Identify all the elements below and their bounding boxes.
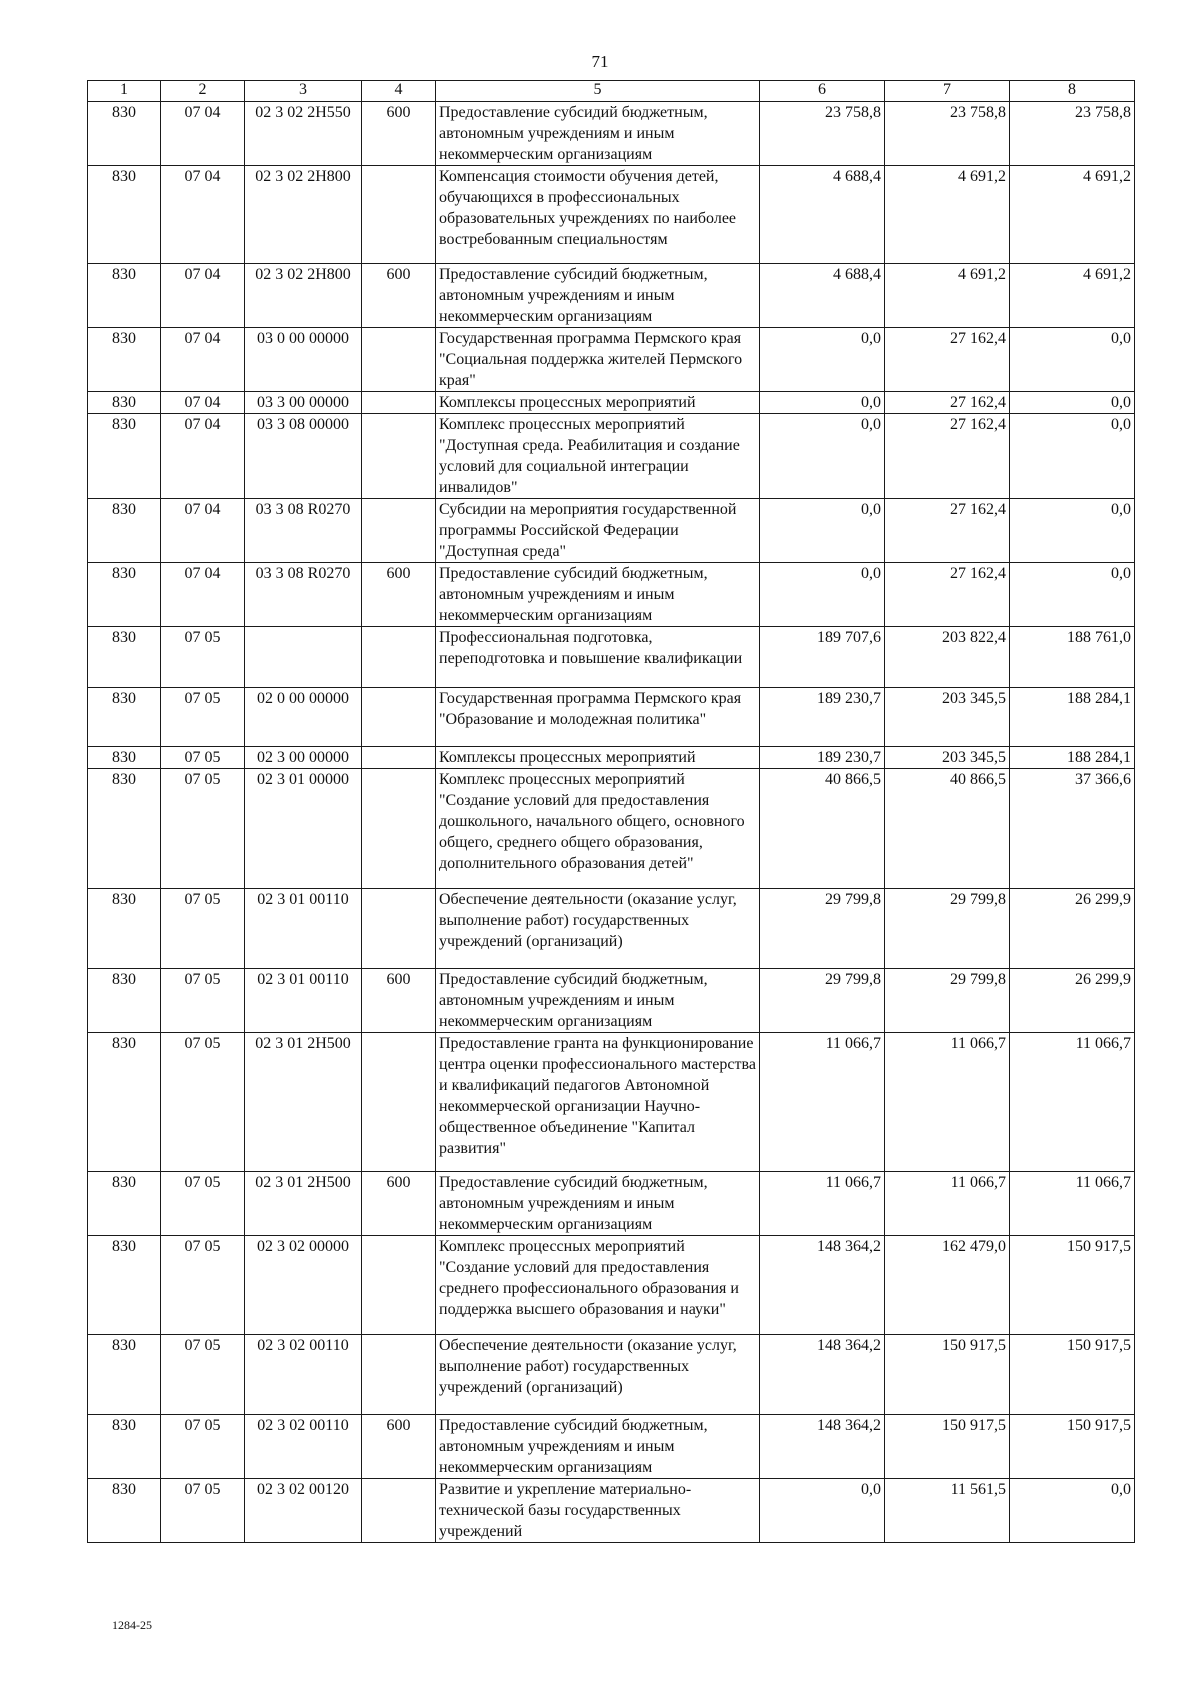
amount-col8-cell: 0,0 <box>1010 414 1135 499</box>
section-code-cell: 07 05 <box>161 969 245 1033</box>
section-code-cell: 07 04 <box>161 499 245 563</box>
description-cell: Предоставление субсидий бюджетным, автономным учреждениям и иным некоммерческим организациям <box>436 563 760 627</box>
target-article-cell: 03 0 00 00000 <box>245 328 362 392</box>
description-cell: Комплекс процессных мероприятий "Создание условий для предоставления дошкольного, начального общего, основного общего, среднего общего образования, дополнительного образования детей" <box>436 769 760 889</box>
ministry-code-cell: 830 <box>88 1236 161 1335</box>
expense-type-cell <box>362 499 436 563</box>
target-article-cell: 02 3 01 2Н500 <box>245 1033 362 1172</box>
target-article-cell: 02 3 02 00000 <box>245 1236 362 1335</box>
expense-type-cell: 600 <box>362 969 436 1033</box>
amount-col6-cell: 0,0 <box>760 1479 885 1543</box>
amount-col8-cell: 0,0 <box>1010 392 1135 414</box>
description-cell: Компенсация стоимости обучения детей, обучающихся в профессиональных образовательных учреждениях по наиболее востребованным специальностям <box>436 166 760 264</box>
amount-col8-cell: 26 299,9 <box>1010 969 1135 1033</box>
table-row <box>88 1172 1135 1236</box>
amount-col8-cell: 37 366,6 <box>1010 769 1135 889</box>
column-header-2: 2 <box>161 81 245 102</box>
table-row <box>88 264 1135 328</box>
amount-col6-cell: 0,0 <box>760 392 885 414</box>
column-header-7: 7 <box>885 81 1010 102</box>
description-cell: Предоставление гранта на функционирование центра оценки профессионального мастерства и квалификаций педагогов Автономной некоммерческой организации Научно-общественное объединение "Капитал развития" <box>436 1033 760 1172</box>
amount-col7-cell: 29 799,8 <box>885 969 1010 1033</box>
target-article-cell: 02 3 02 2Н800 <box>245 264 362 328</box>
page-number: 71 <box>591 52 609 71</box>
expense-type-cell: 600 <box>362 264 436 328</box>
description-cell: Комплекс процессных мероприятий "Создание условий для предоставления среднего профессионального образования и поддержка высшего образования и науки" <box>436 1236 760 1335</box>
table-row <box>88 392 1135 414</box>
expense-type-cell <box>362 1335 436 1415</box>
amount-col6-cell: 23 758,8 <box>760 102 885 166</box>
amount-col7-cell: 27 162,4 <box>885 328 1010 392</box>
target-article-cell: 02 3 02 2Н550 <box>245 102 362 166</box>
section-code-cell: 07 05 <box>161 1033 245 1172</box>
target-article-cell: 02 3 01 00110 <box>245 889 362 969</box>
expense-type-cell <box>362 627 436 688</box>
table-row <box>88 166 1135 264</box>
target-article-cell: 02 3 02 2Н800 <box>245 166 362 264</box>
ministry-code-cell: 830 <box>88 969 161 1033</box>
amount-col7-cell: 27 162,4 <box>885 414 1010 499</box>
amount-col8-cell: 0,0 <box>1010 328 1135 392</box>
amount-col6-cell: 11 066,7 <box>760 1033 885 1172</box>
section-code-cell: 07 05 <box>161 769 245 889</box>
description-cell: Предоставление субсидий бюджетным, автономным учреждениям и иным некоммерческим организациям <box>436 969 760 1033</box>
expense-type-cell <box>362 392 436 414</box>
section-code-cell: 07 05 <box>161 1236 245 1335</box>
target-article-cell: 02 3 01 2Н500 <box>245 1172 362 1236</box>
amount-col8-cell: 11 066,7 <box>1010 1033 1135 1172</box>
column-header-3: 3 <box>245 81 362 102</box>
amount-col8-cell: 0,0 <box>1010 563 1135 627</box>
amount-col8-cell: 23 758,8 <box>1010 102 1135 166</box>
expense-type-cell <box>362 769 436 889</box>
target-article-cell: 02 3 02 00110 <box>245 1415 362 1479</box>
amount-col7-cell: 27 162,4 <box>885 499 1010 563</box>
target-article-cell: 02 3 02 00110 <box>245 1335 362 1415</box>
ministry-code-cell: 830 <box>88 889 161 969</box>
amount-col7-cell: 203 345,5 <box>885 688 1010 747</box>
expense-type-cell <box>362 688 436 747</box>
amount-col8-cell: 26 299,9 <box>1010 889 1135 969</box>
column-header-4: 4 <box>362 81 436 102</box>
ministry-code-cell: 830 <box>88 1033 161 1172</box>
amount-col6-cell: 0,0 <box>760 499 885 563</box>
description-cell: Субсидии на мероприятия государственной программы Российской Федерации "Доступная среда" <box>436 499 760 563</box>
ministry-code-cell: 830 <box>88 392 161 414</box>
amount-col6-cell: 189 230,7 <box>760 688 885 747</box>
amount-col7-cell: 27 162,4 <box>885 563 1010 627</box>
ministry-code-cell: 830 <box>88 688 161 747</box>
amount-col6-cell: 148 364,2 <box>760 1236 885 1335</box>
amount-col7-cell: 11 066,7 <box>885 1172 1010 1236</box>
amount-col6-cell: 29 799,8 <box>760 969 885 1033</box>
description-cell: Развитие и укрепление материально-технической базы государственных учреждений <box>436 1479 760 1543</box>
table-row <box>88 1479 1135 1543</box>
description-cell: Обеспечение деятельности (оказание услуг, выполнение работ) государственных учреждений (организаций) <box>436 889 760 969</box>
section-code-cell: 07 04 <box>161 563 245 627</box>
amount-col8-cell: 150 917,5 <box>1010 1415 1135 1479</box>
ministry-code-cell: 830 <box>88 102 161 166</box>
amount-col6-cell: 0,0 <box>760 414 885 499</box>
table-header-row <box>88 81 1135 102</box>
expense-type-cell <box>362 747 436 769</box>
table-row <box>88 1033 1135 1172</box>
column-header-1: 1 <box>88 81 161 102</box>
amount-col8-cell: 11 066,7 <box>1010 1172 1135 1236</box>
description-cell: Обеспечение деятельности (оказание услуг, выполнение работ) государственных учреждений (организаций) <box>436 1335 760 1415</box>
description-cell: Предоставление субсидий бюджетным, автономным учреждениям и иным некоммерческим организациям <box>436 264 760 328</box>
column-header-8: 8 <box>1010 81 1135 102</box>
section-code-cell: 07 04 <box>161 328 245 392</box>
budget-table <box>87 80 1135 1543</box>
column-header-5: 5 <box>436 81 760 102</box>
amount-col7-cell: 23 758,8 <box>885 102 1010 166</box>
table-row <box>88 889 1135 969</box>
section-code-cell: 07 04 <box>161 166 245 264</box>
amount-col6-cell: 148 364,2 <box>760 1335 885 1415</box>
amount-col7-cell: 162 479,0 <box>885 1236 1010 1335</box>
description-cell: Комплекс процессных мероприятий "Доступная среда. Реабилитация и создание условий для социальной интеграции инвалидов" <box>436 414 760 499</box>
description-cell: Государственная программа Пермского края "Образование и молодежная политика" <box>436 688 760 747</box>
amount-col6-cell: 189 707,6 <box>760 627 885 688</box>
description-cell: Предоставление субсидий бюджетным, автономным учреждениям и иным некоммерческим организациям <box>436 102 760 166</box>
ministry-code-cell: 830 <box>88 769 161 889</box>
amount-col6-cell: 0,0 <box>760 563 885 627</box>
amount-col6-cell: 4 688,4 <box>760 166 885 264</box>
section-code-cell: 07 04 <box>161 102 245 166</box>
target-article-cell: 03 3 00 00000 <box>245 392 362 414</box>
amount-col8-cell: 188 284,1 <box>1010 688 1135 747</box>
ministry-code-cell: 830 <box>88 1479 161 1543</box>
expense-type-cell <box>362 1479 436 1543</box>
table-row <box>88 969 1135 1033</box>
target-article-cell: 02 3 01 00000 <box>245 769 362 889</box>
section-code-cell: 07 05 <box>161 1415 245 1479</box>
table-body <box>88 102 1135 1543</box>
amount-col7-cell: 150 917,5 <box>885 1335 1010 1415</box>
amount-col8-cell: 150 917,5 <box>1010 1236 1135 1335</box>
amount-col7-cell: 4 691,2 <box>885 264 1010 328</box>
footer-code: 1284-25 <box>112 1618 152 1632</box>
ministry-code-cell: 830 <box>88 499 161 563</box>
ministry-code-cell: 830 <box>88 1415 161 1479</box>
amount-col6-cell: 189 230,7 <box>760 747 885 769</box>
ministry-code-cell: 830 <box>88 747 161 769</box>
table-row <box>88 414 1135 499</box>
description-cell: Профессиональная подготовка, переподготовка и повышение квалификации <box>436 627 760 688</box>
ministry-code-cell: 830 <box>88 563 161 627</box>
ministry-code-cell: 830 <box>88 627 161 688</box>
amount-col8-cell: 188 284,1 <box>1010 747 1135 769</box>
description-cell: Государственная программа Пермского края "Социальная поддержка жителей Пермского края" <box>436 328 760 392</box>
amount-col6-cell: 4 688,4 <box>760 264 885 328</box>
amount-col8-cell: 0,0 <box>1010 1479 1135 1543</box>
target-article-cell: 02 3 00 00000 <box>245 747 362 769</box>
expense-type-cell <box>362 328 436 392</box>
amount-col8-cell: 188 761,0 <box>1010 627 1135 688</box>
ministry-code-cell: 830 <box>88 328 161 392</box>
expense-type-cell: 600 <box>362 563 436 627</box>
amount-col7-cell: 4 691,2 <box>885 166 1010 264</box>
target-article-cell: 03 3 08 R0270 <box>245 563 362 627</box>
table-row <box>88 563 1135 627</box>
ministry-code-cell: 830 <box>88 264 161 328</box>
amount-col7-cell: 29 799,8 <box>885 889 1010 969</box>
table-row <box>88 1415 1135 1479</box>
amount-col7-cell: 203 822,4 <box>885 627 1010 688</box>
expense-type-cell <box>362 1033 436 1172</box>
ministry-code-cell: 830 <box>88 414 161 499</box>
expense-type-cell <box>362 414 436 499</box>
table-row <box>88 1335 1135 1415</box>
section-code-cell: 07 05 <box>161 747 245 769</box>
amount-col8-cell: 4 691,2 <box>1010 264 1135 328</box>
section-code-cell: 07 05 <box>161 889 245 969</box>
target-article-cell: 03 3 08 R0270 <box>245 499 362 563</box>
expense-type-cell: 600 <box>362 102 436 166</box>
amount-col6-cell: 40 866,5 <box>760 769 885 889</box>
ministry-code-cell: 830 <box>88 1335 161 1415</box>
amount-col7-cell: 203 345,5 <box>885 747 1010 769</box>
table-row <box>88 747 1135 769</box>
table-row <box>88 769 1135 889</box>
amount-col7-cell: 150 917,5 <box>885 1415 1010 1479</box>
amount-col8-cell: 4 691,2 <box>1010 166 1135 264</box>
expense-type-cell: 600 <box>362 1172 436 1236</box>
amount-col6-cell: 29 799,8 <box>760 889 885 969</box>
ministry-code-cell: 830 <box>88 166 161 264</box>
amount-col8-cell: 150 917,5 <box>1010 1335 1135 1415</box>
expense-type-cell <box>362 889 436 969</box>
target-article-cell <box>245 627 362 688</box>
amount-col8-cell: 0,0 <box>1010 499 1135 563</box>
amount-col6-cell: 148 364,2 <box>760 1415 885 1479</box>
amount-col7-cell: 11 561,5 <box>885 1479 1010 1543</box>
table-row <box>88 499 1135 563</box>
amount-col6-cell: 11 066,7 <box>760 1172 885 1236</box>
table-row <box>88 627 1135 688</box>
target-article-cell: 02 3 01 00110 <box>245 969 362 1033</box>
description-cell: Комплексы процессных мероприятий <box>436 392 760 414</box>
amount-col7-cell: 27 162,4 <box>885 392 1010 414</box>
target-article-cell: 03 3 08 00000 <box>245 414 362 499</box>
target-article-cell: 02 0 00 00000 <box>245 688 362 747</box>
expense-type-cell <box>362 166 436 264</box>
amount-col7-cell: 40 866,5 <box>885 769 1010 889</box>
section-code-cell: 07 04 <box>161 392 245 414</box>
section-code-cell: 07 05 <box>161 1335 245 1415</box>
ministry-code-cell: 830 <box>88 1172 161 1236</box>
table-row <box>88 688 1135 747</box>
description-cell: Комплексы процессных мероприятий <box>436 747 760 769</box>
table-row <box>88 328 1135 392</box>
section-code-cell: 07 05 <box>161 1479 245 1543</box>
table-row <box>88 1236 1135 1335</box>
expense-type-cell: 600 <box>362 1415 436 1479</box>
section-code-cell: 07 05 <box>161 1172 245 1236</box>
table-row <box>88 102 1135 166</box>
section-code-cell: 07 04 <box>161 264 245 328</box>
description-cell: Предоставление субсидий бюджетным, автономным учреждениям и иным некоммерческим организациям <box>436 1415 760 1479</box>
amount-col6-cell: 0,0 <box>760 328 885 392</box>
section-code-cell: 07 04 <box>161 414 245 499</box>
expense-type-cell <box>362 1236 436 1335</box>
column-header-6: 6 <box>760 81 885 102</box>
amount-col7-cell: 11 066,7 <box>885 1033 1010 1172</box>
target-article-cell: 02 3 02 00120 <box>245 1479 362 1543</box>
section-code-cell: 07 05 <box>161 688 245 747</box>
section-code-cell: 07 05 <box>161 627 245 688</box>
description-cell: Предоставление субсидий бюджетным, автономным учреждениям и иным некоммерческим организациям <box>436 1172 760 1236</box>
